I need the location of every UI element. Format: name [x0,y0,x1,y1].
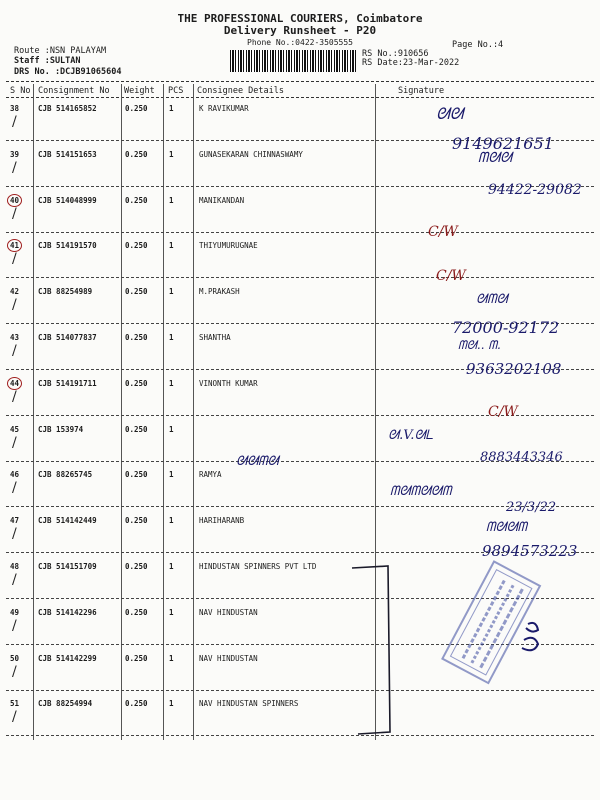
col-weight: Weight [124,86,155,96]
barcode [230,50,356,72]
row-consignment-no: CJB 153974 [38,424,84,434]
staff: Staff :SULTAN [14,56,81,66]
runsheet-title: Delivery Runsheet - P20 [223,24,377,37]
row-weight: 0.250 [125,195,148,205]
tick-mark: / [12,617,17,634]
row-sno: 40 [7,194,22,207]
row-sno: 41 [7,239,22,252]
row-sno: 49 [10,607,20,617]
handwritten-phone: 9894573223 [482,542,578,560]
row-consignee: K RAVIKUMAR [199,104,249,113]
rs-date: RS Date:23-Mar-2022 [362,58,460,68]
tick-mark: / [12,205,17,222]
row-consignment-no: CJB 514151709 [38,562,97,571]
row-consignee: M.PRAKASH [199,287,240,297]
row-consignee: HINDUSTAN SPINNERS PVT LTD [199,562,317,571]
row-pcs: 1 [169,653,174,663]
col-signature: Signature [398,86,445,96]
rs-number: RS No.:910656 [362,49,429,59]
handwritten-phone: 94422-29082 [488,182,582,198]
column-line [121,84,122,740]
row-separator [6,690,594,691]
cw-mark: C/W [428,224,458,240]
row-consignee: VINONTH KUMAR [199,378,258,388]
row-consignment-no: CJB 514191570 [38,241,97,251]
signature-scribble: ᗰᘛᘛ [478,150,512,166]
row-consignment-no: CJB 88265745 [38,470,93,480]
row-consignee: NAV HINDUSTAN [199,607,258,617]
tick-mark: / [12,709,17,726]
row-sno: 42 [10,287,20,297]
cw-mark: C/W [488,404,518,420]
column-line [163,84,164,740]
row-consignee: SHANTHA [199,333,231,342]
row-consignment-no: CJB 514142299 [38,653,97,663]
row-pcs: 1 [169,699,174,709]
row-weight: 0.250 [125,241,148,251]
page-number: Page No.:4 [452,40,504,50]
row-pcs: 1 [169,287,174,297]
row-weight: 0.250 [125,699,148,709]
tick-mark: / [12,572,17,588]
column-line [33,84,34,740]
row-pcs: 1 [169,470,174,480]
route: Route :NSN PALAYAM [14,46,107,56]
handwritten-phone: 8883443346 [480,450,563,465]
row-consignee: THIYUMURUGNAE [199,241,258,251]
tick-mark: / [12,388,17,405]
tick-mark: / [12,114,17,130]
row-sno: 39 [10,149,20,159]
row-sno: 46 [10,470,20,480]
tick-mark: / [12,434,17,451]
company-stamp [428,556,558,686]
row-consignment-no: CJB 514165852 [38,104,97,113]
signature-scribble: ᘛ.V.ᘛᒪ [388,428,434,443]
row-sno: 48 [10,562,20,571]
handwritten-phone: 9363202108 [466,360,562,378]
row-pcs: 1 [169,424,174,434]
row-weight: 0.250 [125,653,148,663]
tick-mark: / [12,297,17,314]
row-consignment-no: CJB 514191711 [38,378,97,388]
company-title: THE PROFESSIONAL COURIERS, Coimbatore [177,12,423,25]
row-weight: 0.250 [125,287,148,297]
row-consignee: MANIKANDAN [199,195,245,205]
col-pcs: PCS [168,86,184,96]
row-weight: 0.250 [125,378,148,388]
col-sno: S No [10,86,31,96]
row-sno: 38 [10,104,20,113]
cw-mark: C/W [436,268,466,284]
header-divider-bottom [6,97,594,98]
row-pcs: 1 [169,516,174,526]
signature-scribble: ᗰᘛ.. ᗰ. [458,338,501,352]
row-sno: 43 [10,333,20,342]
signature-scribble: ᗰᘛᘛᗰ [486,520,527,535]
row-pcs: 1 [169,195,174,205]
tick-mark: / [12,663,17,680]
handwritten-phone: 9149621651 [452,134,554,153]
row-sno: 44 [7,377,22,390]
row-weight: 0.250 [125,470,148,480]
row-weight: 0.250 [125,516,148,526]
row-consignment-no: CJB 514142296 [38,607,97,617]
signature-scribble: ᘛᘛ [436,104,464,123]
row-consignment-no: CJB 514077837 [38,333,97,342]
tick-mark: / [12,251,17,268]
row-consignee: NAV HINDUSTAN SPINNERS [199,699,299,709]
tick-mark: / [12,343,17,359]
phone-number: Phone No.:0422-3505555 [247,38,353,47]
row-sno: 45 [10,424,20,434]
group-bracket [348,562,398,738]
row-pcs: 1 [169,149,174,159]
handwritten-phone: 72000-92172 [452,318,560,337]
row-consignee: HARIHARANB [199,516,245,526]
tick-mark: / [12,159,17,176]
row-sno: 51 [10,699,20,709]
signature-scribble: ᘛᘛᗰᘛ [236,454,279,469]
col-consignee: Consignee Details [197,86,284,96]
row-pcs: 1 [169,607,174,617]
row-consignment-no: CJB 514048999 [38,195,97,205]
row-pcs: 1 [169,562,174,571]
row-sno: 50 [10,653,20,663]
row-pcs: 1 [169,333,174,342]
row-separator [6,232,594,233]
row-pcs: 1 [169,104,174,113]
row-pcs: 1 [169,241,174,251]
row-weight: 0.250 [125,149,148,159]
row-separator [6,735,594,736]
row-consignee: GUNASEKARAN CHINNASWAMY [199,149,303,159]
signature-scribble: ᘛᗰᘛ [476,292,508,307]
row-consignment-no: CJB 514151653 [38,149,97,159]
col-consignment: Consignment No [38,86,110,96]
row-consignment-no: CJB 514142449 [38,516,97,526]
drs-number: DRS No. :DCJB91065604 [14,67,122,77]
column-line [193,84,194,740]
row-weight: 0.250 [125,562,148,571]
header-divider [6,81,594,82]
row-weight: 0.250 [125,607,148,617]
row-consignment-no: CJB 88254989 [38,287,93,297]
tick-mark: / [12,526,17,543]
row-sno: 47 [10,516,20,526]
row-consignee: RAMYA [199,470,222,480]
row-pcs: 1 [169,378,174,388]
row-consignee: NAV HINDUSTAN [199,653,258,663]
row-separator [6,277,594,278]
row-consignment-no: CJB 88254994 [38,699,93,709]
signature-scribble: ᗰᘛᗰᘛᘛᗰ [390,484,452,499]
tick-mark: / [12,480,17,497]
handwritten-date: 23/3/22 [506,500,557,515]
row-weight: 0.250 [125,424,148,434]
row-weight: 0.250 [125,104,148,113]
row-weight: 0.250 [125,333,148,342]
